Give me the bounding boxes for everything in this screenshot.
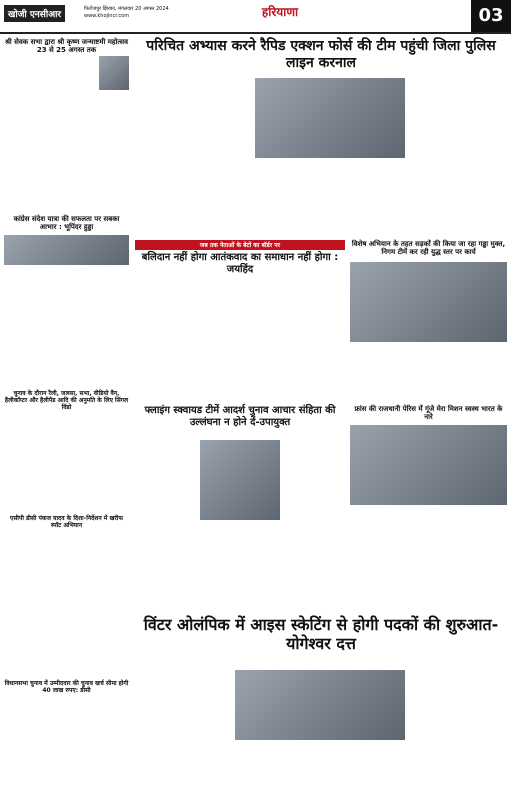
article-janmashtami: [4, 38, 129, 54]
article-roads: [350, 240, 507, 256]
headline: एसीपी डीसी पंकज यादव के दिशा-निर्देशन में खरीफ स्पॉट अभियान: [10, 515, 123, 529]
headline: परिचित अभ्यास करने रैपिड एक्शन फोर्स की टीम पहुंची जिला पुलिस लाइन करनाल: [146, 38, 496, 71]
article-paris: [350, 405, 507, 421]
kicker: जब तक नेताओं के बेटों का बॉर्डर पर: [135, 240, 345, 250]
article-election-expense: [4, 680, 129, 694]
article-photo: [99, 56, 129, 90]
page-number: 03: [471, 0, 511, 32]
headline: विंटर ओलंपिक में आइस स्केटिंग से होगी पदकों की शुरुआत-योगेश्वर दत्त: [143, 615, 499, 653]
article-raf: [135, 38, 507, 72]
headline: बलिदान नहीं होगा आतंकवाद का समाधान नहीं होगा : जयहिंद: [141, 252, 339, 275]
article-jaihind: [135, 240, 345, 276]
article-photo: [350, 425, 507, 505]
headline: कांग्रेस संदेश यात्रा की सफलता पर सबका आभार : भूपिंदर हुड्डा: [13, 215, 120, 231]
article-single-window: [4, 390, 129, 411]
article-kharif: [4, 515, 129, 529]
article-photo: [4, 235, 129, 265]
article-photo: [235, 670, 405, 740]
headline: फ्रांस की राजधानी पेरिस में गूंजे मेरा मिशन स्वस्थ भारत के नारे: [354, 405, 503, 421]
newspaper-logo: खोजी एनसीआर: [4, 5, 65, 22]
article-photo: [200, 440, 280, 520]
dateline: फिरोजपुर झिरका, मंगलवार 20 अगस्त 2024 www.khojincr.com: [84, 6, 169, 19]
article-flying-squad: [135, 405, 345, 429]
masthead: [0, 0, 511, 34]
article-photo: [255, 78, 405, 158]
article-photo: [350, 262, 507, 342]
body-text: [4, 56, 94, 236]
article-hudda: [4, 215, 129, 231]
article-winter-olympics: [135, 615, 507, 653]
headline: विशेष अभियान के तहत सड़कों की किया जा रहा गड्ढा मुक्त, निगम टीमें कर रही युद्ध स्तर पर कार्य: [351, 240, 506, 256]
headline: फ्लाइंग स्क्वायड टीमें आदर्श चुनाव आचार संहिता की उल्लंघना न होने दें-उपायुक्त: [144, 405, 336, 428]
section-title: हरियाणा: [261, 5, 299, 19]
headline: विधानसभा चुनाव में उम्मीदवार की चुनाव खर्च सीमा होगी 40 लाख रुपए: डीसी: [4, 680, 129, 694]
headline: चुनाव के दौरान रैली, जलसा, सभा, वीडियो वैन, हैलीकॉप्टर और हैलीपैड आदि की अनुमति के लिए सिंगल विंडो: [4, 390, 129, 411]
headline: श्री सेवक सभा द्वारा श्री कृष्ण जन्माष्टमी महोत्सव 23 से 25 अगस्त तक: [4, 38, 129, 54]
